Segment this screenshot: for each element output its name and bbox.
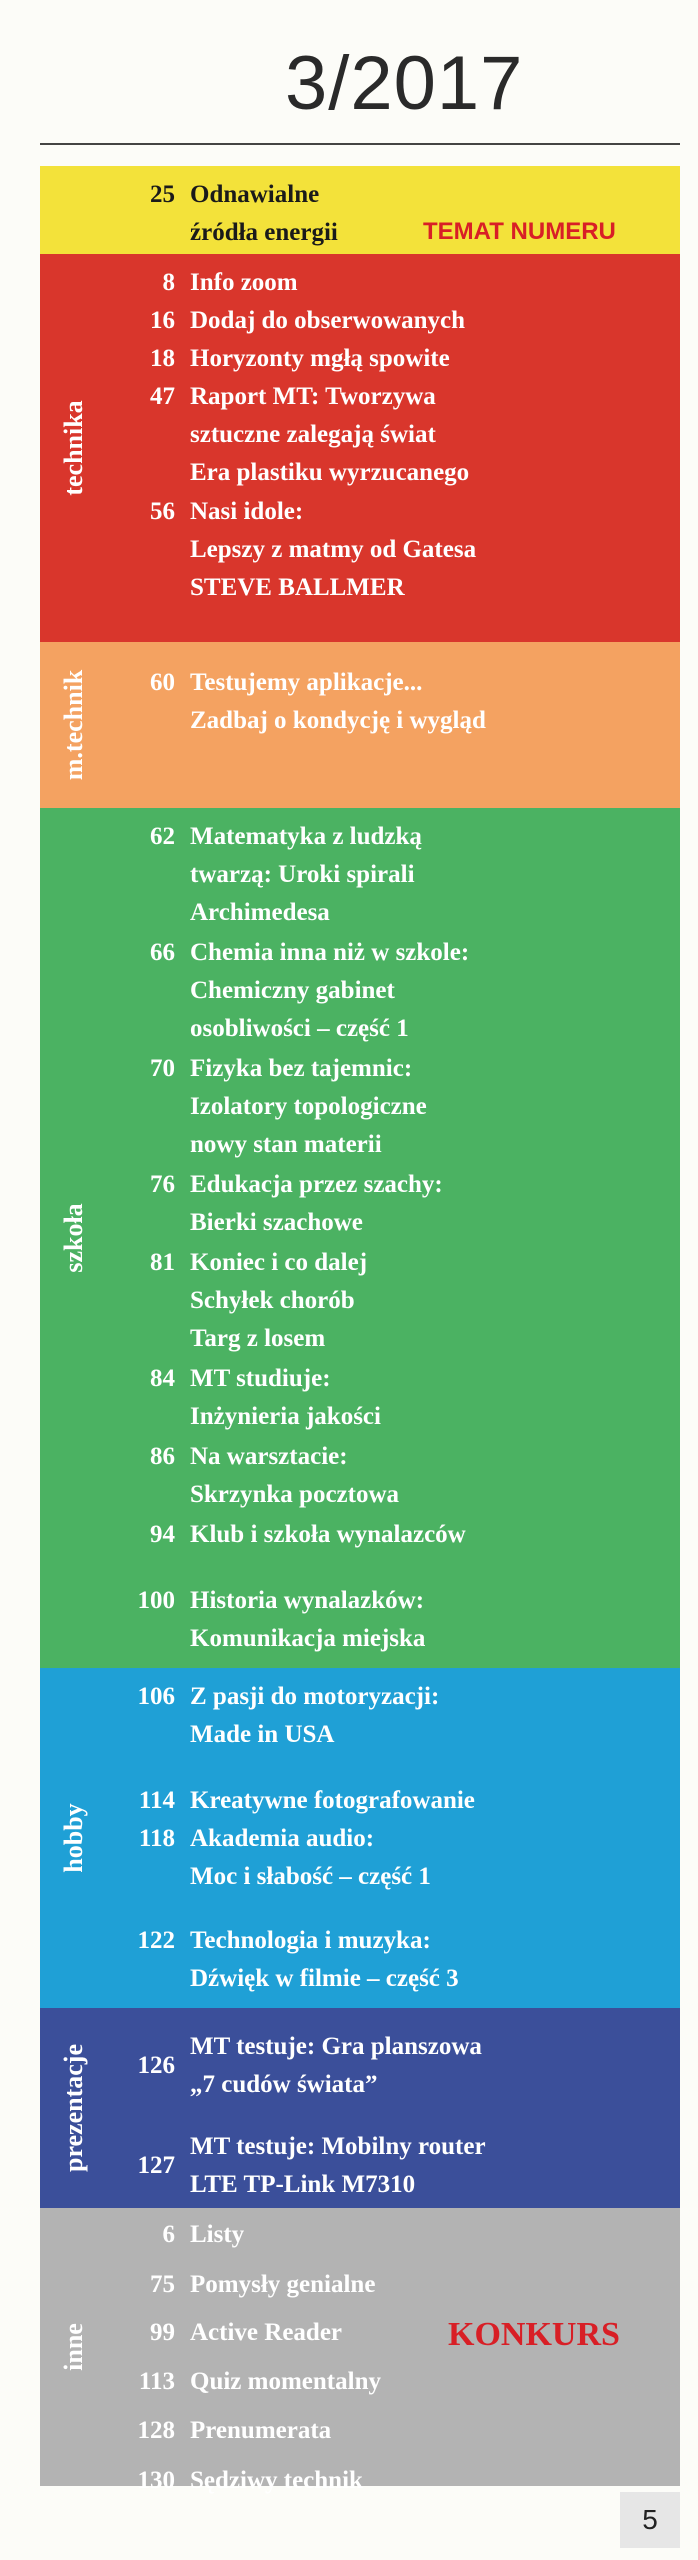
konkurs-tag: KONKURS [448,2316,620,2353]
entry-title [190,1820,680,1896]
section-label [40,1668,108,2008]
entry-title [190,1244,680,1358]
entry-title [190,1922,680,1998]
entry-line: „7 cudów świata” [190,2071,378,2098]
entry-title [190,493,680,607]
entry-line: STEVE BALLMER [190,574,405,601]
entry-title [190,1050,680,1164]
entry-line: Koniec i co dalej [190,1249,368,1276]
entry-line: Bierki szachowe [190,1209,363,1236]
entry-title [190,340,680,378]
entry-line: Kreatywne fotografowanie [190,1787,475,1814]
entry-line: Technologia i muzyka: [190,1927,431,1954]
entry-title [190,1782,680,1820]
entry-page: 70 [150,1055,175,1082]
issue-number: 3/2017 [285,41,524,126]
entry-title [190,818,680,932]
entry-line: Skrzynka pocztowa [190,1481,400,1508]
entry-page: 47 [150,383,175,410]
entry-page: 81 [150,1249,175,1276]
entry-line: nowy stan materii [190,1131,382,1158]
entry-line: Testujemy aplikacje... [190,669,423,696]
entry-title [190,1166,680,1242]
entry-line: LTE TP-Link M7310 [190,2171,416,2198]
entry-line: Archimedesa [190,899,330,926]
entry-line: Klub i szkoła wynalazców [190,1521,466,1548]
entry-line: Schyłek chorób [190,1287,355,1314]
entry-line: Zadbaj o kondycję i wygląd [190,707,486,734]
entry-line: Active Reader [190,2319,343,2346]
entry-title [190,2266,680,2304]
entry-title [190,2216,680,2254]
entry-line: źródła energii [190,219,338,246]
entry-line: Izolatory topologiczne [190,1093,427,1120]
section-m-technik [40,642,680,808]
entry-page: 86 [150,1443,175,1470]
entry-page: 128 [137,2417,175,2444]
entry-line: Akademia audio: [190,1825,375,1852]
entry-title [190,2128,680,2204]
entry-page: 130 [137,2467,175,2494]
entry-line: Listy [190,2221,245,2248]
entry-line: Info zoom [190,269,298,296]
section-label [40,2008,108,2208]
section-label-text: inne [59,2323,88,2371]
entry-title [190,664,680,740]
section-label-text: szkoła [59,1203,88,1273]
entry-line: Dodaj do obserwowanych [190,307,466,334]
entry-page: 76 [150,1171,175,1198]
entry-title [190,264,680,302]
entry-title [190,2462,680,2500]
entry-line: Made in USA [190,1721,335,1748]
entry-page: 6 [162,2221,175,2248]
entry-title [190,2363,680,2401]
entry-line: Odnawialne [190,181,320,208]
section-label-text: m.technik [59,669,88,781]
entry-line: Inżynieria jakości [190,1403,381,1430]
entry-page: 118 [138,1825,175,1852]
entry-page: 94 [150,1521,175,1548]
entry-title [190,1582,680,1658]
entry-page: 84 [150,1365,175,1392]
entry-page: 114 [138,1787,175,1814]
entry-title [190,302,680,340]
entry-line: Moc i słabość – część 1 [190,1863,431,1890]
section-szkoła [40,808,680,1668]
featured-section [40,166,680,254]
entry-line: Komunikacja miejska [190,1625,426,1652]
entry-page: 62 [150,823,175,850]
entry-title [190,2412,680,2450]
section-label-text: hobby [59,1803,88,1873]
entry-line: twarzą: Uroki spirali [190,861,415,888]
section-inne [40,2208,680,2494]
table-of-contents [40,166,680,2494]
entry-line: Pomysły genialne [190,2271,376,2298]
entry-page: 122 [137,1927,175,1954]
entry-page: 113 [138,2368,175,2395]
entry-page: 8 [162,269,175,296]
section-label [40,254,108,642]
entry-line: Chemia inna niż w szkole: [190,939,470,966]
entry-page: 126 [137,2052,175,2079]
entry-line: Nasi idole: [190,498,304,525]
entry-page: 100 [137,1587,175,1614]
entry-title [190,2028,680,2104]
section-label [40,2208,108,2486]
section-label [40,808,108,1668]
section-label-text: technika [59,400,88,496]
section-label [40,642,108,808]
header-rule [40,143,680,145]
entry-line: Prenumerata [190,2417,332,2444]
entry-title [190,934,680,1048]
entry-page: 60 [150,669,175,696]
featured-tag: TEMAT NUMERU [423,218,616,245]
page-number: 5 [620,2492,680,2548]
section-prezentacje [40,2008,680,2208]
entry-line: Matematyka z ludzką [190,823,422,850]
entry-line: Quiz momentalny [190,2368,381,2395]
entry-page: 18 [150,345,175,372]
entry-line: Raport MT: Tworzywa [190,383,436,410]
section-label-text: prezentacje [59,2043,88,2173]
entry-line: Era plastiku wyrzucanego [190,459,470,486]
section-technika [40,254,680,642]
entry-line: Sędziwy technik [190,2467,363,2494]
entry-page: 66 [150,939,175,966]
entry-line: MT testuje: Gra planszowa [190,2033,482,2060]
entry-line: Lepszy z matmy od Gatesa [190,536,477,563]
entry-page: 75 [150,2271,175,2298]
entry-line: osobliwości – część 1 [190,1015,409,1042]
entry-title [190,1360,680,1436]
entry-line: Targ z losem [190,1325,326,1352]
entry-page: 16 [150,307,175,334]
entry-line: Na warsztacie: [190,1443,348,1470]
section-hobby [40,1668,680,2008]
entry-line: MT testuje: Mobilny router [190,2133,486,2160]
entry-line: MT studiuje: [190,1365,331,1392]
entry-line: Historia wynalazków: [190,1587,425,1614]
entry-title [190,1678,680,1754]
entry-line: Z pasji do motoryzacji: [190,1683,440,1710]
entry-line: Fizyka bez tajemnic: [190,1055,413,1082]
entry-page: 106 [137,1683,175,1710]
entry-title [190,378,680,492]
entry-line: Dźwięk w filmie – część 3 [190,1965,459,1992]
entry-line: Horyzonty mgłą spowite [190,345,450,372]
entry-title [190,1438,680,1514]
entry-page: 99 [150,2319,175,2346]
entry-title [190,1516,680,1554]
entry-page: 25 [150,181,175,208]
entry-line: Edukacja przez szachy: [190,1171,443,1198]
entry-line: sztuczne zalegają świat [190,421,436,448]
entry-page: 56 [150,498,175,525]
entry-page: 127 [137,2152,175,2179]
entry-line: Chemiczny gabinet [190,977,395,1004]
